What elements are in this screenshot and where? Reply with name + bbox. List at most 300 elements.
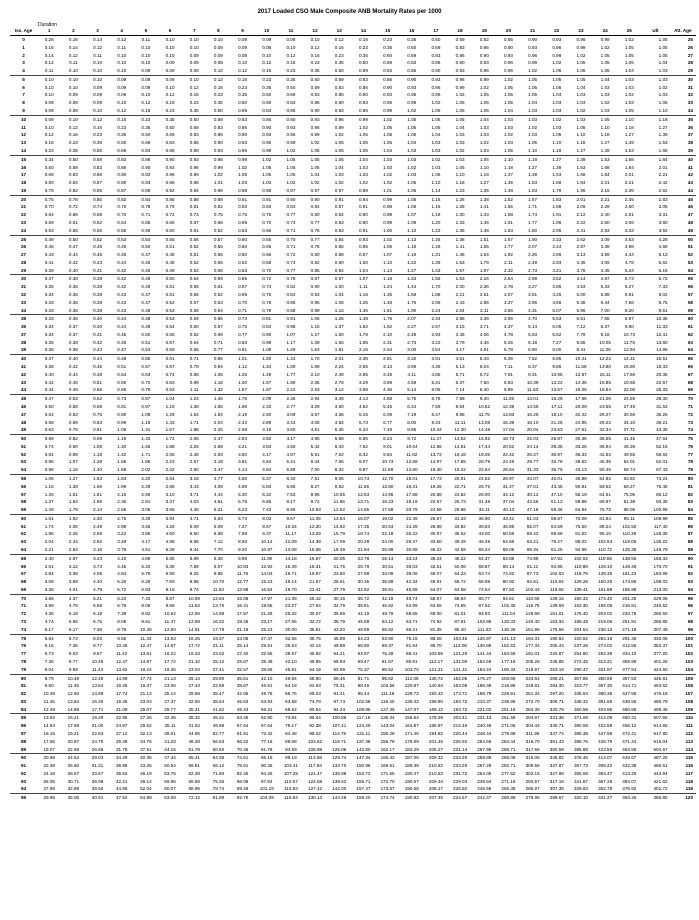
rate-cell: 4.66 xyxy=(552,299,562,305)
table-row xyxy=(10,363,696,371)
rate-cell: 8.27 xyxy=(310,483,320,489)
rate-cell: 7.59 xyxy=(189,563,199,569)
rate-cell: 112.17 xyxy=(429,658,443,664)
rate-cell: 1.02 xyxy=(528,124,538,130)
ultimate-rate-cell: 229.06 xyxy=(653,595,668,601)
rate-cell: 26.27 xyxy=(599,411,611,417)
rate-cell: 380.36 xyxy=(598,691,613,697)
rate-cell: 74.78 xyxy=(309,698,321,704)
rate-cell: 0.61 xyxy=(165,356,175,362)
rate-cell: 1.03 xyxy=(472,147,496,155)
rate-cell: 30.35 xyxy=(357,579,370,585)
rate-cell: 22.18 xyxy=(381,531,394,537)
rate-cell: 104.39 xyxy=(259,795,274,801)
rate-cell: 0.91 xyxy=(351,227,375,235)
ultimate-rate-cell: 6.15 xyxy=(641,267,669,275)
rate-cell: 1.24 xyxy=(189,396,199,402)
rate-cell: 6.73 xyxy=(68,635,78,641)
issue-age-cell: 46 xyxy=(20,403,27,409)
rate-cell: 1.45 xyxy=(455,252,465,258)
rate-cell: 0.56 xyxy=(189,236,199,242)
rate-cell: 2.63 xyxy=(303,386,327,394)
rate-cell: 0.12 xyxy=(262,60,272,66)
rate-cell: 21.13 xyxy=(164,675,176,681)
rate-cell: 9.89 xyxy=(496,386,520,394)
rate-cell: 0.86 xyxy=(165,196,175,202)
rate-cell: 16.54 xyxy=(255,586,279,594)
rate-cell: 94.95 xyxy=(551,563,563,569)
rate-cell: 0.50 xyxy=(68,236,78,242)
rate-cell: 7.36 xyxy=(85,626,109,634)
table-row xyxy=(10,650,696,658)
rate-cell: 254.05 xyxy=(477,770,492,776)
rate-cell: 1.03 xyxy=(503,124,513,130)
rate-cell: 0.35 xyxy=(334,60,344,66)
rate-cell: 0.90 xyxy=(262,331,272,337)
rate-cell: 21.57 xyxy=(309,579,321,585)
rate-cell: 141.13 xyxy=(501,635,516,641)
rate-cell: 1.02 xyxy=(479,140,489,146)
rate-cell: 1.05 xyxy=(383,244,393,250)
rate-cell: 55.19 xyxy=(575,491,587,497)
rate-cell: 29.39 xyxy=(115,738,128,744)
rate-cell: 2.27 xyxy=(407,324,417,330)
rate-cell: 24.79 xyxy=(91,738,104,744)
rate-cell: 8.82 xyxy=(141,611,151,617)
rate-cell: 0.99 xyxy=(455,84,465,90)
table-row xyxy=(10,426,696,434)
rate-cell: 23.04 xyxy=(182,666,206,674)
rate-cell: 0.48 xyxy=(93,244,103,250)
attained-age-cell: 36 xyxy=(687,124,693,130)
rate-cell: 254.60 xyxy=(573,651,588,657)
rate-cell: 81.11 xyxy=(527,563,539,569)
rate-cell: 3.50 xyxy=(262,436,272,442)
rate-cell: 47.18 xyxy=(521,506,545,514)
rate-cell: 0.09 xyxy=(68,100,78,106)
attained-age-cell: 72 xyxy=(687,411,693,417)
rate-cell: 14.62 xyxy=(333,523,345,529)
rate-cell: 62.90 xyxy=(260,715,273,721)
issue-age-cell: 5 xyxy=(22,76,25,82)
rate-cell: 231.13 xyxy=(477,715,492,721)
rate-cell: 23.02 xyxy=(212,651,225,657)
rate-cell: 1.70 xyxy=(310,356,320,362)
rate-cell: 3.05 xyxy=(134,506,158,514)
rate-cell: 1.23 xyxy=(448,187,472,195)
rate-cell: 10.44 xyxy=(424,426,448,434)
rate-cell: 50.54 xyxy=(164,763,176,769)
rate-cell: 40.12 xyxy=(526,491,539,497)
rate-cell: 0.81 xyxy=(262,316,272,322)
rate-cell: 130.36 xyxy=(496,626,520,634)
table-row xyxy=(10,451,696,459)
rate-cell: 24.95 xyxy=(575,419,587,425)
rate-cell: 0.96 xyxy=(206,187,230,195)
rate-cell: 15.29 xyxy=(551,396,563,402)
rate-cell: 178.09 xyxy=(404,738,419,744)
rate-cell: 5.53 xyxy=(552,316,562,322)
rate-cell: 1.03 xyxy=(600,84,610,90)
rate-cell: 6.18 xyxy=(528,339,538,345)
rate-cell: 0.23 xyxy=(334,52,344,58)
attained-age-cell: 103 xyxy=(685,658,693,664)
rate-cell: 0.66 xyxy=(262,252,272,258)
rate-cell: 0.71 xyxy=(286,244,296,250)
rate-cell: 0.58 xyxy=(44,419,54,425)
rate-cell: 17.72 xyxy=(164,658,176,664)
rate-cell: 6.17 xyxy=(61,626,85,634)
rate-cell: 0.96 xyxy=(552,44,562,50)
rate-cell: 3.99 xyxy=(503,316,513,322)
rate-cell: 31.48 xyxy=(478,499,491,505)
rate-cell: 14.85 xyxy=(351,506,375,514)
rate-cell: 279.95 xyxy=(525,795,540,801)
rate-cell: 1.83 xyxy=(117,475,127,481)
rate-cell: 7.79 xyxy=(576,331,586,337)
rate-cell: 63.74 xyxy=(478,571,491,577)
ultimate-rate-cell: 13.60 xyxy=(656,339,668,345)
rate-cell: 0.35 xyxy=(358,52,368,58)
rate-cell: 0.77 xyxy=(310,219,320,225)
ultimate-rate-cell: 515.04 xyxy=(653,738,668,744)
rate-cell: 3.54 xyxy=(424,346,448,354)
rate-cell: 4.56 xyxy=(286,443,296,449)
rate-cell: 1.05 xyxy=(327,147,351,155)
ultimate-rate-cell: 517.80 xyxy=(653,730,668,736)
rate-cell: 38.01 xyxy=(164,730,176,736)
rate-cell: 1.27 xyxy=(479,180,489,186)
rate-cell: 12.23 xyxy=(599,356,611,362)
rate-cell: 5.88 xyxy=(600,292,610,297)
rate-cell: 169.12 xyxy=(424,706,448,714)
rate-cell: 0.88 xyxy=(334,252,344,258)
rate-cell: 64.21 xyxy=(526,539,539,545)
rate-cell: 141.31 xyxy=(448,666,472,674)
rate-cell: 6.90 xyxy=(165,571,175,577)
rate-cell: 13.67 xyxy=(545,386,569,394)
rate-cell: 0.12 xyxy=(334,37,344,42)
rate-cell: 2.15 xyxy=(593,187,617,195)
rate-cell: 2.48 xyxy=(407,331,417,337)
rate-cell: 0.09 xyxy=(134,67,158,75)
rate-cell: 2.21 xyxy=(455,292,465,297)
rate-cell: 0.42 xyxy=(110,267,134,275)
rate-cell: 0.93 xyxy=(503,52,513,58)
rate-cell: 0.98 xyxy=(189,180,199,186)
issue-age-cell: 92 xyxy=(20,770,27,776)
table-row xyxy=(10,395,696,403)
rate-cell: 0.56 xyxy=(85,227,109,235)
ultimate-rate-cell: 1.03 xyxy=(658,92,668,98)
rate-cell: 0.90 xyxy=(383,84,393,90)
rate-cell: 5.15 xyxy=(358,411,368,417)
rate-cell: 3.69 xyxy=(68,579,78,585)
rate-cell: 0.16 xyxy=(165,100,175,106)
rate-cell: 4.89 xyxy=(141,555,151,561)
duration-header: 17 xyxy=(424,27,448,36)
ultimate-rate-cell: 4.28 xyxy=(658,236,668,242)
rate-cell: 3.69 xyxy=(407,364,417,370)
rate-cell: 81.71 xyxy=(357,675,370,681)
issue-age-cell: 81 xyxy=(20,683,27,689)
rate-cell: 1.32 xyxy=(206,386,230,394)
rate-cell: 1.88 xyxy=(44,531,54,537)
rate-cell: 174.40 xyxy=(598,595,613,601)
rate-cell: 35.88 xyxy=(381,579,394,585)
rate-cell: 6.27 xyxy=(624,284,634,290)
rate-cell: 49.74 xyxy=(406,595,418,601)
issue-age-cell: 4 xyxy=(10,67,37,75)
rate-cell: 0.84 xyxy=(286,292,296,297)
rate-cell: 251.18 xyxy=(496,706,520,714)
rate-cell: 27.79 xyxy=(327,586,351,594)
rate-cell: 0.84 xyxy=(262,324,272,330)
rate-cell: 4.61 xyxy=(455,356,465,362)
rate-cell: 69.27 xyxy=(623,483,636,489)
rate-cell: 248.81 xyxy=(525,683,540,689)
table-row xyxy=(10,730,696,738)
rate-cell: 139.62 xyxy=(332,778,347,784)
rate-cell: 117.15 xyxy=(356,715,371,721)
rate-cell: 191.01 xyxy=(525,651,540,657)
rate-cell: 432.38 xyxy=(622,763,637,769)
ultimate-rate-cell: 146.79 xyxy=(641,546,669,554)
rate-cell: 1.28 xyxy=(455,204,465,210)
rate-cell: 0.96 xyxy=(310,299,320,305)
rate-cell: 18.73 xyxy=(502,436,515,442)
rate-cell: 1.05 xyxy=(424,107,448,115)
duration-header: 20 xyxy=(496,27,520,36)
rate-cell: 7.12 xyxy=(213,539,223,545)
page-title: 2017 Loaded CSO Male Composite ANB Mortality Rates per 1000 xyxy=(257,9,442,15)
rate-cell: 5.24 xyxy=(617,267,641,275)
ultimate-rate-cell: 22.67 xyxy=(656,379,668,385)
rate-cell: 0.83 xyxy=(407,60,417,66)
issue-age-cell: 82 xyxy=(20,691,27,697)
rate-cell: 8.79 xyxy=(44,675,54,681)
rate-cell: 176.56 xyxy=(545,626,569,634)
rate-cell: 1.18 xyxy=(545,147,569,155)
issue-age-cell: 1 xyxy=(22,44,25,50)
rate-cell: 0.76 xyxy=(117,204,127,210)
table-row xyxy=(10,419,696,427)
rate-cell: 153.72 xyxy=(356,770,371,776)
rate-cell: 1.55 xyxy=(503,204,513,210)
rate-cell: 0.23 xyxy=(68,140,78,146)
rate-cell: 103.65 xyxy=(428,651,443,657)
rate-cell: 0.69 xyxy=(286,92,296,98)
rate-cell: 1.02 xyxy=(600,44,610,50)
duration-header: 5 xyxy=(134,27,158,36)
rate-cell: 1.02 xyxy=(334,132,344,138)
rate-cell: 0.90 xyxy=(407,76,417,82)
rate-cell: 112.06 xyxy=(404,675,419,681)
rate-cell: 0.11 xyxy=(69,60,78,66)
rate-cell: 0.47 xyxy=(141,252,151,258)
rate-cell: 0.10 xyxy=(238,60,248,66)
rate-cell: 1.53 xyxy=(617,147,641,155)
rate-cell: 0.93 xyxy=(165,164,175,170)
rate-cell: 12.30 xyxy=(448,426,472,434)
rate-cell: 1.02 xyxy=(310,180,320,186)
rate-cell: 1.39 xyxy=(310,339,320,345)
ultimate-rate-cell: 31.63 xyxy=(656,403,668,409)
attained-age-cell: 84 xyxy=(670,506,696,514)
rate-cell: 1.03 xyxy=(334,172,344,178)
rate-cell: 0.45 xyxy=(134,267,158,275)
table-row xyxy=(10,44,696,52)
rate-cell: 1.49 xyxy=(262,371,272,377)
rate-cell: 1.43 xyxy=(165,419,175,425)
rate-cell: 6.06 xyxy=(424,386,448,394)
rate-cell: 119.75 xyxy=(525,603,540,609)
rate-cell: 0.23 xyxy=(158,107,182,115)
rate-cell: 0.43 xyxy=(93,259,103,265)
rate-cell: 0.10 xyxy=(117,60,127,66)
rate-cell: 33.50 xyxy=(430,539,442,545)
rate-cell: 0.61 xyxy=(68,219,78,225)
rate-cell: 0.56 xyxy=(213,259,223,265)
rate-cell: 2.60 xyxy=(624,204,634,210)
rate-cell: 48.28 xyxy=(188,738,200,744)
rate-cell: 0.84 xyxy=(334,236,344,242)
rate-cell: 1.02 xyxy=(213,172,223,178)
rate-cell: 0.83 xyxy=(255,107,279,115)
rate-cell: 1.54 xyxy=(189,411,199,417)
rate-cell: 229.03 xyxy=(453,778,468,784)
rate-cell: 4.45 xyxy=(117,563,127,569)
rate-cell: 0.93 xyxy=(358,100,368,106)
rate-cell: 3.98 xyxy=(624,244,634,250)
rate-cell: 4.36 xyxy=(182,506,206,514)
rate-cell: 0.60 xyxy=(158,227,182,235)
rate-cell: 11.75 xyxy=(478,411,490,417)
rate-cell: 32.65 xyxy=(285,635,297,641)
rate-cell: 0.68 xyxy=(93,403,103,409)
rate-cell: 0.99 xyxy=(376,107,400,115)
rate-cell: 1.43 xyxy=(424,267,448,275)
attained-age-cell: 91 xyxy=(687,563,693,569)
rate-cell: 0.87 xyxy=(334,204,344,210)
rate-cell: 1.28 xyxy=(431,244,441,250)
rate-cell: 10.53 xyxy=(303,506,327,514)
rate-cell: 4.10 xyxy=(117,555,127,561)
rate-cell: 86.44 xyxy=(309,715,321,721)
rate-cell: 25.14 xyxy=(164,691,176,697)
rate-cell: 124.58 xyxy=(308,778,323,784)
rate-cell: 0.09 xyxy=(213,44,223,50)
issue-age-cell: 60 xyxy=(20,515,27,521)
rate-cell: 0.83 xyxy=(431,52,441,58)
rate-cell: 19.70 xyxy=(279,586,303,594)
issue-age-cell: 28 xyxy=(20,259,27,265)
rate-cell: 329.63 xyxy=(569,785,593,793)
rate-cell: 50.56 xyxy=(502,531,515,537)
rate-cell: 11.66 xyxy=(357,483,369,489)
ultimate-rate-cell: 1.53 xyxy=(658,140,668,146)
rate-cell: 35.06 xyxy=(67,795,80,801)
rate-cell: 68.98 xyxy=(478,579,491,585)
rate-cell: 4.54 xyxy=(262,459,272,465)
rate-cell: 0.66 xyxy=(110,386,134,394)
rate-cell: 69.21 xyxy=(400,626,424,634)
issue-age-cell: 36 xyxy=(20,324,27,330)
duration-header: 2 xyxy=(61,27,85,36)
rate-cell: 135.34 xyxy=(380,715,395,721)
rate-cell: 0.83 xyxy=(238,116,248,122)
rate-cell: 2.24 xyxy=(334,364,344,370)
issue-age-cell: 3 xyxy=(22,60,25,66)
rate-cell: 0.35 xyxy=(182,107,206,115)
rate-cell: 0.83 xyxy=(286,204,296,210)
rate-cell: 8.35 xyxy=(213,555,223,561)
rate-cell: 0.90 xyxy=(286,196,296,202)
rate-cell: 277.52 xyxy=(501,770,516,776)
duration-label: Duration xyxy=(38,22,57,28)
ultimate-rate-cell: 486.79 xyxy=(653,698,668,704)
issue-age-cell: 23 xyxy=(20,219,27,225)
rate-cell: 7.70 xyxy=(206,546,230,554)
rate-cell: 30.97 xyxy=(430,531,442,537)
rate-cell: 1.62 xyxy=(358,324,368,330)
rate-cell: 2.29 xyxy=(600,204,610,210)
rate-cell: 3.99 xyxy=(44,603,54,609)
rate-cell: 1.08 xyxy=(255,346,279,354)
rate-cell: 4.51 xyxy=(303,426,327,434)
rate-cell: 4.14 xyxy=(576,276,586,282)
rate-cell: 50.91 xyxy=(575,483,587,489)
rate-cell: 26.22 xyxy=(406,531,418,537)
rate-cell: 17.66 xyxy=(67,723,80,729)
rate-cell: 0.69 xyxy=(238,219,248,225)
issue-age-cell: 20 xyxy=(20,196,27,202)
rate-cell: 0.97 xyxy=(334,276,344,282)
rate-cell: 0.35 xyxy=(165,116,175,122)
rate-cell: 23.53 xyxy=(545,426,569,434)
rate-cell: 1.59 xyxy=(286,364,296,370)
rate-cell: 17.04 xyxy=(496,426,520,434)
rate-cell: 3.85 xyxy=(141,531,151,537)
attained-age-cell: 37 xyxy=(687,132,693,138)
rate-cell: 141.44 xyxy=(477,651,492,657)
rate-cell: 0.40 xyxy=(93,324,103,330)
attained-age-cell: 68 xyxy=(687,379,693,385)
rate-cell: 0.82 xyxy=(213,204,223,210)
rate-cell: 6.72 xyxy=(479,371,489,377)
rate-cell: 236.13 xyxy=(593,626,617,634)
ultimate-rate-cell: 86.12 xyxy=(656,491,668,497)
ultimate-rate-cell: 1.02 xyxy=(658,84,668,90)
rate-cell: 36.33 xyxy=(575,451,587,457)
rate-cell: 25.79 xyxy=(357,563,370,569)
table-row xyxy=(10,523,696,531)
rate-cell: 285.97 xyxy=(521,785,545,793)
rate-cell: 0.89 xyxy=(134,187,158,195)
issue-age-cell: 63 xyxy=(20,539,27,545)
rate-cell: 1.33 xyxy=(455,219,465,225)
rate-cell: 1.05 xyxy=(407,124,417,130)
attained-age-cell: 76 xyxy=(687,443,693,449)
rate-cell: 0.93 xyxy=(238,140,248,146)
rate-cell: 1.05 xyxy=(383,140,393,146)
rate-cell: 95.11 xyxy=(623,515,635,521)
rate-cell: 1.68 xyxy=(624,156,634,162)
issue-age-cell: 54 xyxy=(10,466,37,474)
attained-age-cell: 41 xyxy=(687,164,693,170)
attained-age-cell: 118 xyxy=(685,778,693,784)
rate-cell: 0.48 xyxy=(165,259,175,265)
